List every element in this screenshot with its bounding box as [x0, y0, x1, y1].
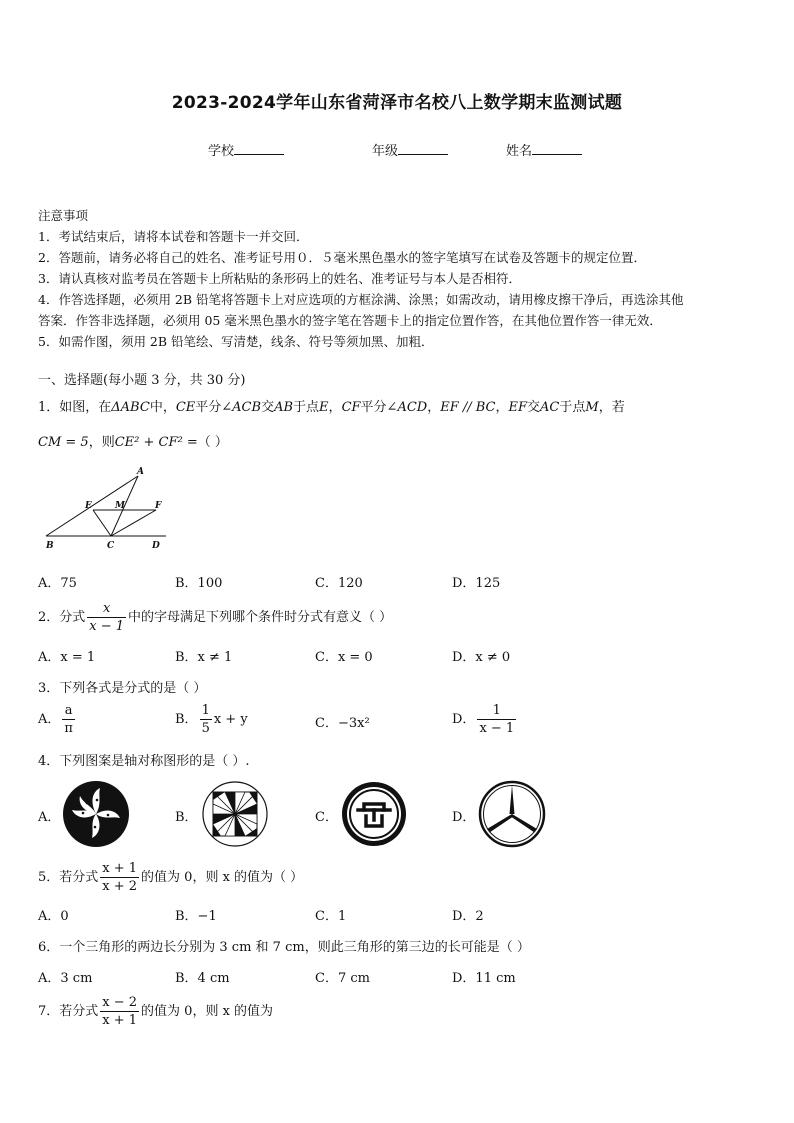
note-item: 1．考试结束后，请将本试卷和答题卡一并交回． [38, 229, 309, 244]
option-a[interactable] [38, 702, 77, 737]
q5-text: 5．若分式 [38, 870, 99, 885]
q7-text: 7．若分式 [38, 1004, 99, 1019]
option-a[interactable]: A．3 cm [38, 971, 93, 986]
q1-text: ，则 [88, 435, 115, 450]
q1-math: E [319, 400, 329, 415]
line-ce [93, 510, 111, 536]
option-label: B． [175, 712, 198, 727]
q1-math: M [585, 400, 599, 415]
q1-math: AB [274, 400, 294, 415]
circular-seal-icon [340, 780, 408, 848]
option-fraction [477, 702, 516, 737]
point-label-c: C [107, 541, 115, 551]
point-label-a: A [137, 467, 144, 477]
point-label-e: E [85, 501, 92, 511]
q1-math: EF [508, 400, 528, 415]
point-label-b: B [46, 541, 54, 551]
q1-math: AC [540, 400, 560, 415]
q5-text: 的值为 0，则 x 的值为（ ） [141, 870, 304, 885]
grade-label: 年级 [372, 144, 399, 159]
q1-math: ∠ACB [221, 400, 262, 415]
q1-geometry-figure [38, 464, 178, 554]
note-item: 答案．作答非选择题，必须用 05 毫米黑色墨水的签字笔在答题卡上的指定位置作答，在其他位置作答一律无效． [38, 313, 662, 328]
option-label: A． [38, 712, 61, 727]
option-c[interactable]: C．1 [315, 909, 347, 924]
fraction-numerator: x − 2 [102, 995, 138, 1010]
q1-math: EF // BC [440, 400, 496, 415]
q1-text: ， [495, 400, 509, 415]
q1-text: 于点 [293, 400, 320, 415]
q1-text: 交 [527, 400, 541, 415]
option-d[interactable] [452, 702, 518, 737]
line-cf [111, 510, 156, 536]
q7-fraction [100, 994, 139, 1029]
fraction-numerator: x [87, 600, 126, 618]
school-blank [234, 143, 284, 155]
notes-block [38, 205, 768, 352]
fraction-numerator: 1 [477, 702, 516, 720]
option-d[interactable]: D．x ≠ 0 [452, 650, 511, 665]
school-field [208, 140, 284, 159]
option-fraction [200, 702, 212, 737]
fraction-denominator: x − 1 [89, 619, 125, 634]
option-c[interactable]: C．x = 0 [315, 650, 373, 665]
option-b[interactable]: B．x ≠ 1 [175, 650, 233, 665]
question-6: 6．一个三角形的两边长分别为 3 cm 和 7 cm，则此三角形的第三边的长可能是（ ） [38, 940, 530, 955]
q1-math: CM = 5 [38, 435, 89, 450]
note-item: 3．请认真核对监考员在答题卡上所粘贴的条形码上的姓名、准考证号与本人是否相符． [38, 271, 521, 286]
q1-math: CE² + CF² = [114, 435, 198, 450]
q5-fraction [100, 860, 139, 895]
option-c[interactable]: C．7 cm [315, 971, 370, 986]
option-b[interactable]: B． [175, 810, 198, 825]
question-3: 3．下列各式是分式的是（ ） [38, 681, 207, 696]
question-4: 4．下列图案是轴对称图形的是（ ）. [38, 754, 250, 769]
question-1-line-2 [38, 431, 228, 450]
q1-text: ， [328, 400, 342, 415]
q2-text: 2．分式 [38, 610, 86, 625]
notes-heading: 注意事项 [38, 208, 89, 223]
option-d[interactable]: D． [452, 810, 476, 825]
option-b[interactable]: B．100 [175, 576, 223, 591]
option-b[interactable]: B．−1 [175, 909, 217, 924]
q1-math: CF [341, 400, 361, 415]
q2-fraction [87, 600, 126, 635]
option-a[interactable]: A．0 [38, 909, 69, 924]
q7-text: 的值为 0，则 x 的值为 [141, 1004, 274, 1019]
page-title: 2023-2024学年山东省菏泽市名校八上数学期末监测试题 [171, 93, 623, 113]
point-label-f: F [155, 501, 162, 511]
school-label: 学校 [208, 144, 235, 159]
q1-text: （ ） [197, 435, 228, 450]
option-fraction [62, 702, 75, 737]
q1-text: 1．如图，在 [38, 400, 112, 415]
q3-options [38, 702, 758, 742]
option-c[interactable]: C． [315, 810, 338, 825]
question-1-line-1 [38, 396, 625, 415]
fraction-numerator: x + 1 [102, 861, 138, 876]
fraction-denominator: x + 1 [102, 1013, 138, 1028]
question-7 [38, 994, 273, 1029]
option-a[interactable]: A．75 [38, 576, 77, 591]
option-d[interactable]: D．2 [452, 909, 484, 924]
option-label: D． [452, 712, 476, 727]
option-a[interactable]: A．x = 1 [38, 650, 96, 665]
name-field [506, 140, 582, 159]
question-2 [38, 600, 392, 635]
option-b[interactable]: B．4 cm [175, 971, 230, 986]
fraction-numerator: a [62, 702, 75, 720]
pinwheel-icon [201, 780, 269, 848]
option-c[interactable]: C．−3x² [315, 716, 370, 731]
q1-text: ，若 [598, 400, 625, 415]
question-5 [38, 860, 303, 895]
name-label: 姓名 [506, 144, 533, 159]
q1-math: CE [175, 400, 196, 415]
option-d[interactable]: D．125 [452, 576, 501, 591]
grade-blank [398, 143, 448, 155]
fraction-denominator: π [64, 721, 73, 736]
q1-text: 中， [149, 400, 176, 415]
fraction-denominator: x + 2 [102, 879, 138, 894]
tri-star-logo-icon [478, 780, 546, 848]
q1-text: ， [427, 400, 441, 415]
section-heading: 一、选择题(每小题 3 分，共 30 分) [38, 373, 246, 388]
option-tail: x + y [213, 712, 248, 727]
q1-text: 交 [261, 400, 275, 415]
note-item: 4．作答选择题，必须用 2B 铅笔将答题卡上对应选项的方框涂满、涂黑；如需改动，请用橡皮擦干净后，再选涂其他 [38, 292, 684, 307]
note-item: 5．如需作图，须用 2B 铅笔绘、写清楚，线条、符号等须加黑、加粗． [38, 334, 434, 349]
option-d[interactable]: D．11 cm [452, 971, 516, 986]
fraction-denominator: x − 1 [479, 721, 515, 736]
option-a[interactable]: A． [38, 810, 61, 825]
q1-text: 平分 [195, 400, 222, 415]
fraction-denominator: 5 [201, 721, 210, 736]
grade-field [372, 140, 448, 159]
fraction-numerator: 1 [201, 703, 210, 718]
q1-math: ∠ACD [386, 400, 428, 415]
point-label-d: D [152, 541, 160, 551]
q1-math: ΔABC [111, 400, 150, 415]
q1-text: 平分 [360, 400, 387, 415]
q1-text: 于点 [559, 400, 586, 415]
option-c[interactable]: C．120 [315, 576, 363, 591]
option-b[interactable] [175, 702, 248, 737]
q2-text: 中的字母满足下列哪个条件时分式有意义（ ） [128, 610, 393, 625]
name-blank [532, 143, 582, 155]
bauhinia-emblem-icon [62, 780, 130, 848]
point-label-m: M [115, 501, 125, 511]
note-item: 2．答题前，请务必将自己的姓名、准考证号用０．５毫米黑色墨水的签字笔填写在试卷及答题卡的规定位置． [38, 250, 646, 265]
